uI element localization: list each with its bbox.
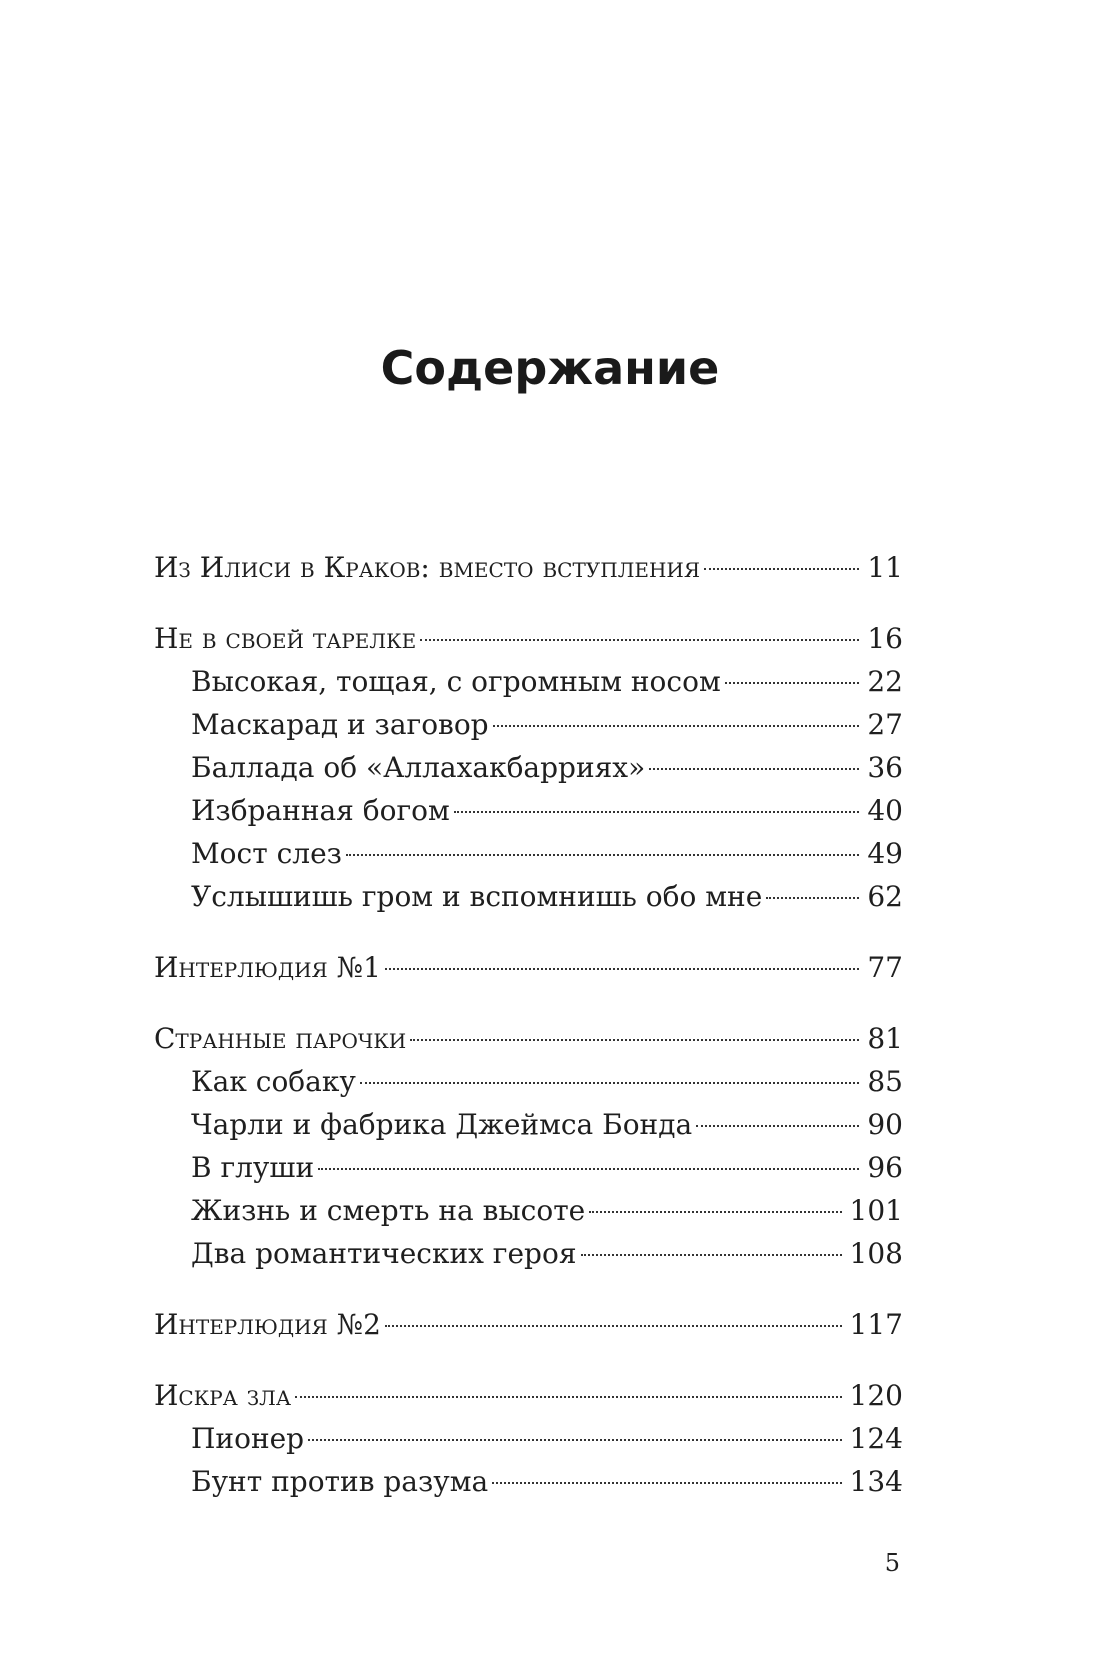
toc-entry-page: 77 xyxy=(867,951,903,984)
toc-entry-page: 108 xyxy=(849,1237,903,1270)
toc-entry-page: 96 xyxy=(867,1151,903,1184)
toc-entry-title: Интерлюдия №1 xyxy=(154,951,381,984)
toc-entry-page: 36 xyxy=(867,751,903,784)
dot-leader xyxy=(308,1439,841,1441)
toc-entry-title: Не в своей тарелке xyxy=(154,622,417,655)
toc-entry[interactable] xyxy=(191,834,903,874)
dot-leader xyxy=(704,568,859,570)
toc-entry-title: Странные парочки xyxy=(154,1022,407,1055)
toc-entry-title: Высокая, тощая, с огромным носом xyxy=(191,665,721,698)
dot-leader xyxy=(385,968,859,970)
toc-entry-page: 124 xyxy=(849,1422,903,1455)
dot-leader xyxy=(420,639,859,641)
toc-entry-page: 62 xyxy=(867,880,903,913)
page-title: Содержание xyxy=(380,341,720,395)
dot-leader xyxy=(725,682,860,684)
toc-entry-title: Избранная богом xyxy=(191,794,450,827)
toc-entry-page: 22 xyxy=(867,665,903,698)
toc-entry-title: Бунт против разума xyxy=(191,1465,489,1498)
dot-leader xyxy=(410,1039,859,1041)
toc-entry-title: Мост слез xyxy=(191,837,342,870)
toc-entry-title: Маскарад и заговор xyxy=(191,708,489,741)
toc-entry[interactable] xyxy=(191,1105,903,1145)
toc-entry-page: 40 xyxy=(867,794,903,827)
toc-entry[interactable] xyxy=(191,748,903,788)
toc-entry[interactable] xyxy=(191,1462,903,1502)
dot-leader xyxy=(318,1168,859,1170)
toc-entry-title: Баллада об «Аллахакбарриях» xyxy=(191,751,646,784)
dot-leader xyxy=(385,1325,842,1327)
dot-leader xyxy=(696,1125,859,1127)
toc-entry[interactable] xyxy=(191,1191,903,1231)
toc-entry-page: 49 xyxy=(867,837,903,870)
toc-entry[interactable] xyxy=(154,1019,903,1059)
toc-entry-title: Искра зла xyxy=(154,1379,291,1412)
toc-entry[interactable] xyxy=(191,877,903,917)
toc-entry[interactable] xyxy=(154,1376,903,1416)
toc-entry-page: 90 xyxy=(867,1108,903,1141)
toc-entry[interactable] xyxy=(154,548,903,588)
toc-entry-title: Жизнь и смерть на высоте xyxy=(191,1194,586,1227)
dot-leader xyxy=(454,811,860,813)
toc-entry[interactable] xyxy=(154,1305,903,1345)
toc-entry-page: 85 xyxy=(867,1065,903,1098)
toc-entry-page: 81 xyxy=(867,1022,903,1055)
toc-entry[interactable] xyxy=(191,791,903,831)
dot-leader xyxy=(766,897,859,899)
dot-leader xyxy=(589,1211,841,1213)
toc-entry[interactable] xyxy=(191,662,903,702)
toc-entry-page: 27 xyxy=(867,708,903,741)
dot-leader xyxy=(581,1254,842,1256)
dot-leader xyxy=(346,854,859,856)
toc-entry-title: Услышишь гром и вспомнишь обо мне xyxy=(191,880,763,913)
toc-entry-title: Интерлюдия №2 xyxy=(154,1308,381,1341)
toc-entry[interactable] xyxy=(191,1062,903,1102)
toc-entry-page: 134 xyxy=(849,1465,903,1498)
dot-leader xyxy=(493,725,860,727)
toc-entry-page: 16 xyxy=(867,622,903,655)
toc-entry-title: Из Илиси в Краков: вместо вступления xyxy=(154,551,701,584)
toc-entry[interactable] xyxy=(154,948,903,988)
toc-entry-title: Как собаку xyxy=(191,1065,356,1098)
toc-entry[interactable] xyxy=(191,1148,903,1188)
toc-entry[interactable] xyxy=(191,705,903,745)
toc-entry-page: 120 xyxy=(849,1379,903,1412)
dot-leader xyxy=(649,768,859,770)
toc-entry-title: Пионер xyxy=(191,1422,305,1455)
toc-entry[interactable] xyxy=(191,1419,903,1459)
toc-entry[interactable] xyxy=(191,1234,903,1274)
toc-entry-page: 101 xyxy=(849,1194,903,1227)
toc-entry-page: 11 xyxy=(867,551,903,584)
toc-entry-page: 117 xyxy=(849,1308,903,1341)
toc-entry-title: Чарли и фабрика Джеймса Бонда xyxy=(191,1108,693,1141)
dot-leader xyxy=(492,1482,841,1484)
toc-entry-title: Два романтических героя xyxy=(191,1237,577,1270)
toc-entry-title: В глуши xyxy=(191,1151,315,1184)
dot-leader xyxy=(360,1082,860,1084)
dot-leader xyxy=(295,1396,842,1398)
page-number: 5 xyxy=(884,1549,900,1577)
toc-entry[interactable] xyxy=(154,619,903,659)
